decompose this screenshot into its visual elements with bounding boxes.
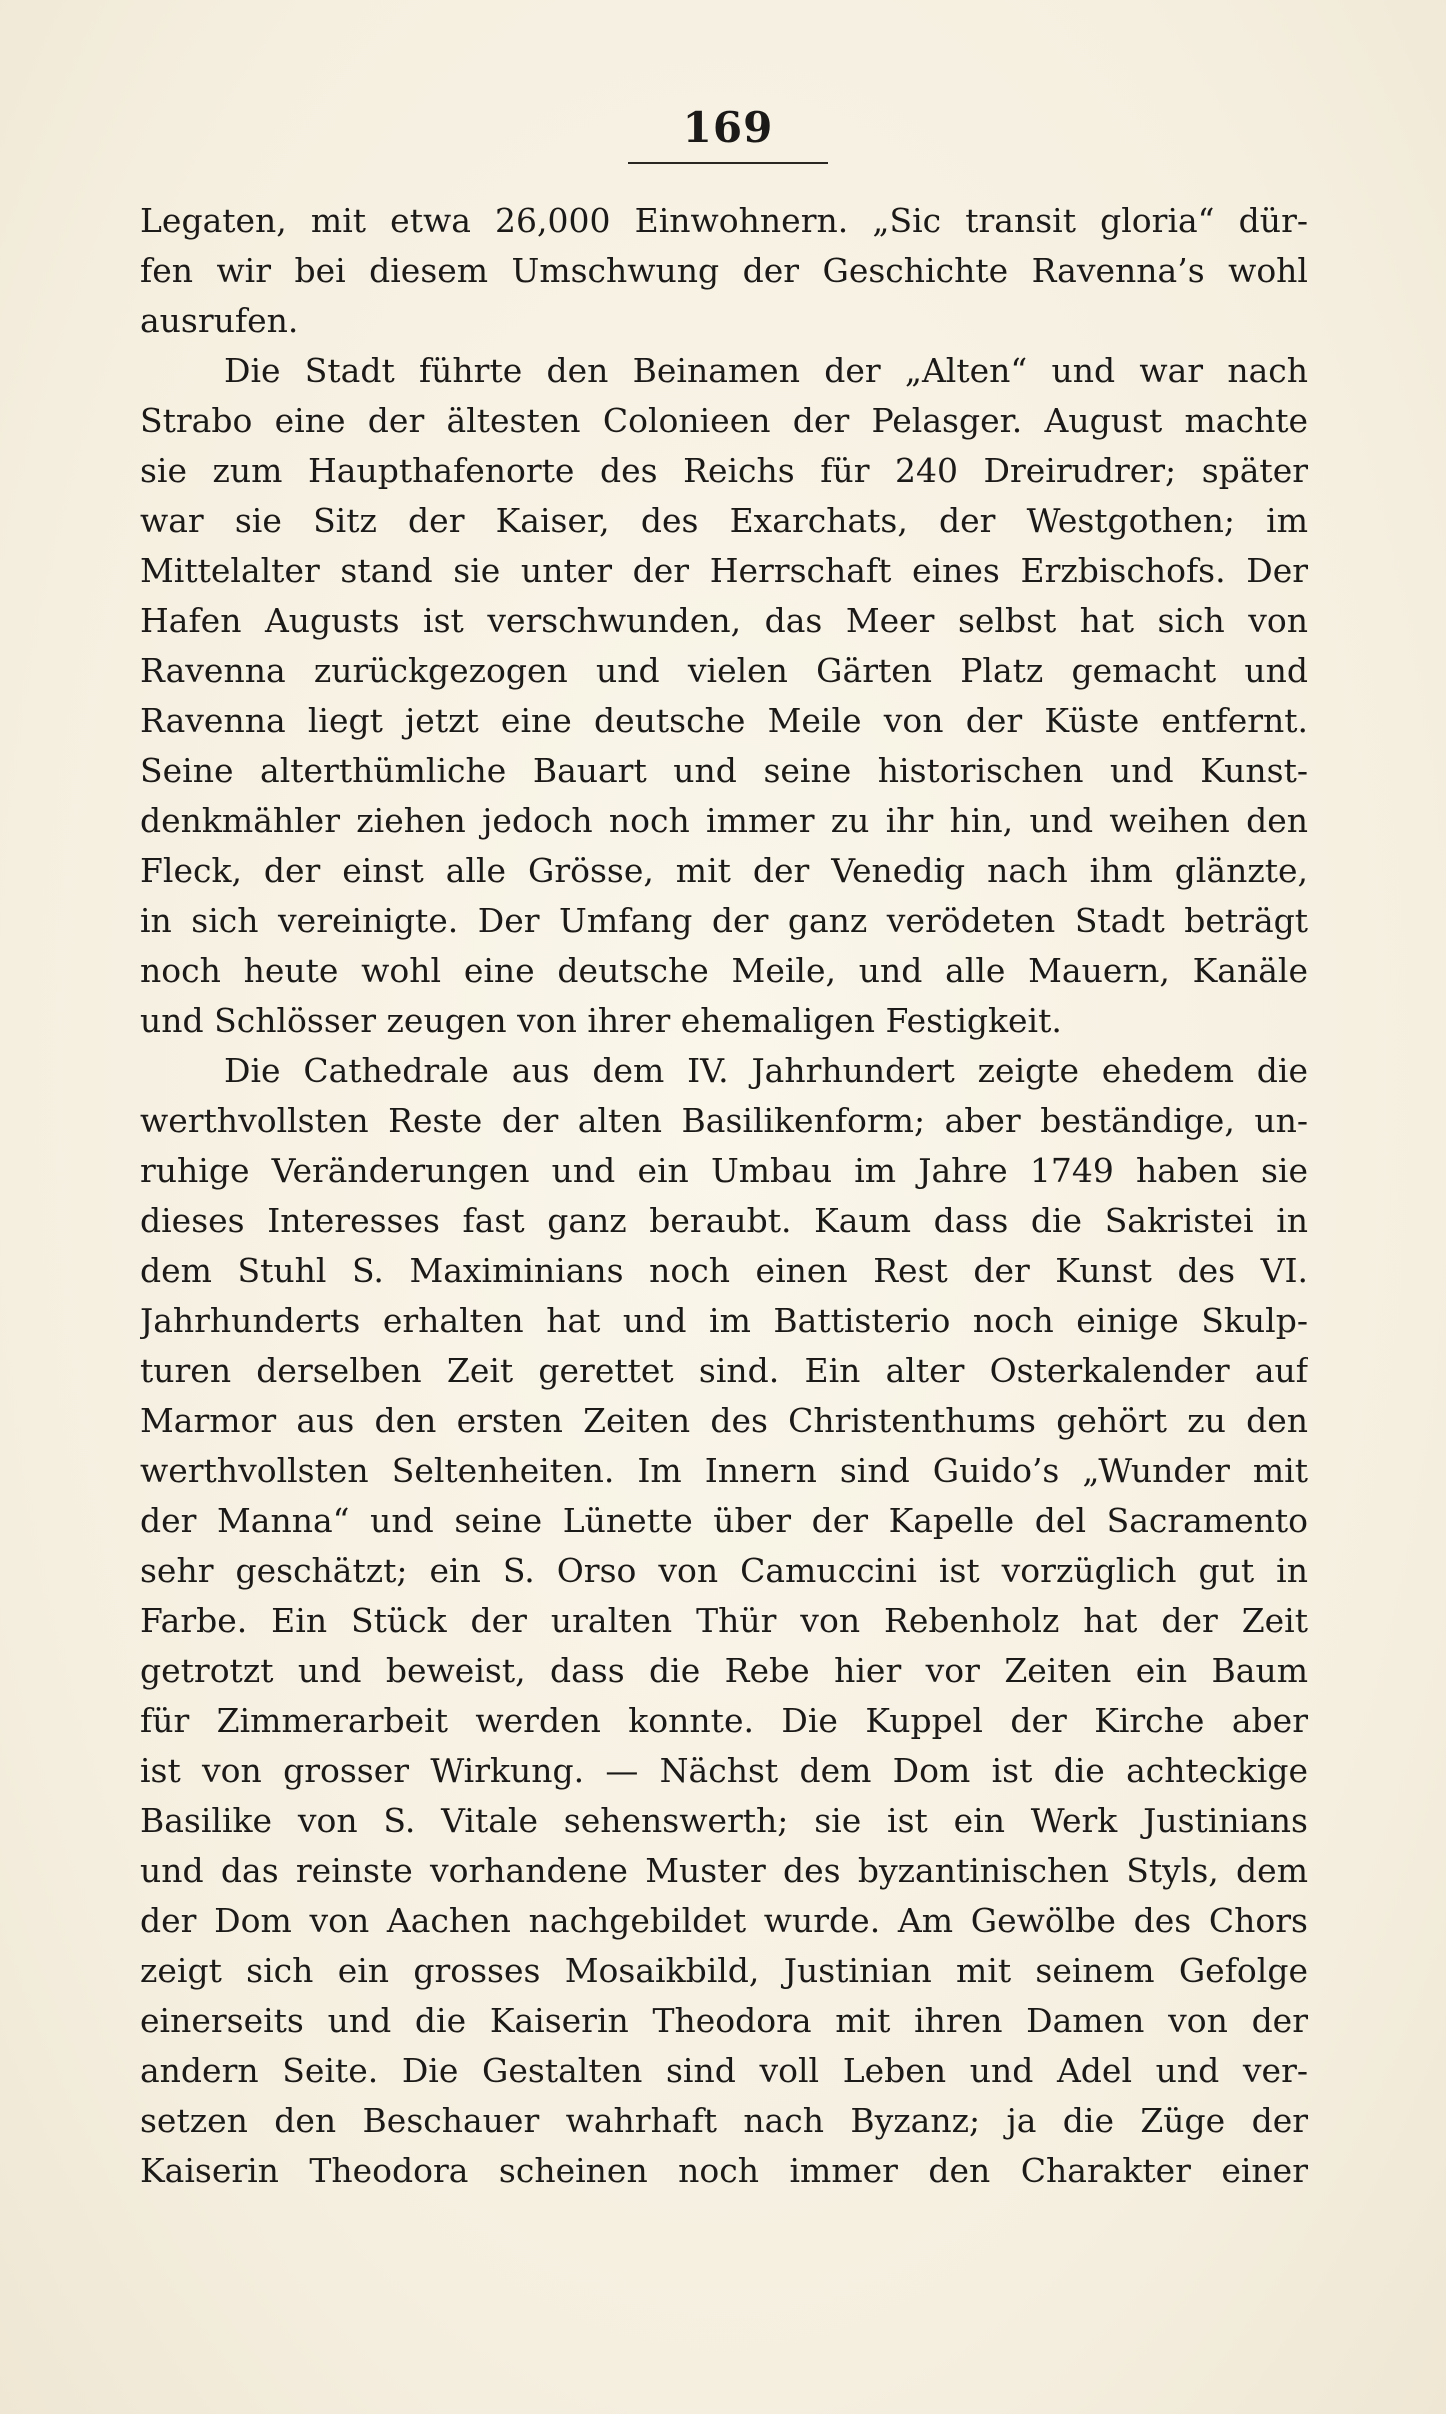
text-line: dieses Interesses fast ganz beraubt. Kaum dass die Sakristei in (140, 1201, 1308, 1240)
text-line: für Zimmerarbeit werden konnte. Die Kuppel der Kirche aber (140, 1701, 1308, 1740)
text-line: zeigt sich ein grosses Mosaikbild, Justinian mit seinem Gefolge (140, 1951, 1308, 1990)
text-line: Strabo eine der ältesten Colonieen der Pelasger. August machte (140, 401, 1308, 440)
text-line: sehr geschätzt; ein S. Orso von Camuccini ist vorzüglich gut in (140, 1551, 1308, 1590)
text-line: Kaiserin Theodora scheinen noch immer den Charakter einer (140, 2151, 1308, 2190)
text-line: setzen den Beschauer wahrhaft nach Byzanz; ja die Züge der (140, 2101, 1308, 2140)
text-line: Jahrhunderts erhalten hat und im Battisterio noch einige Skulp- (140, 1301, 1308, 1340)
text-line: war sie Sitz der Kaiser, des Exarchats, der Westgothen; im (140, 501, 1308, 540)
page-number: 169 (682, 103, 774, 152)
text-line: andern Seite. Die Gestalten sind voll Leben und Adel und ver- (140, 2051, 1308, 2090)
text-line: ruhige Veränderungen und ein Umbau im Jahre 1749 haben sie (140, 1151, 1308, 1190)
text-line: Farbe. Ein Stück der uralten Thür von Rebenholz hat der Zeit (140, 1601, 1308, 1640)
text-line: Mittelalter stand sie unter der Herrschaft eines Erzbischofs. Der (140, 551, 1308, 590)
text-line: Die Cathedrale aus dem IV. Jahrhundert zeigte ehedem die (224, 1051, 1308, 1090)
text-line: Seine alterthümliche Bauart und seine historischen und Kunst- (140, 751, 1308, 790)
text-line: und Schlösser zeugen von ihrer ehemaligen Festigkeit. (140, 1001, 1062, 1040)
text-line: in sich vereinigte. Der Umfang der ganz verödeten Stadt beträgt (140, 901, 1308, 940)
text-line: ist von grosser Wirkung. — Nächst dem Dom ist die achteckige (140, 1751, 1308, 1790)
text-line: werthvollsten Reste der alten Basilikenform; aber beständige, un- (140, 1101, 1308, 1140)
text-line: sie zum Haupthafenorte des Reichs für 240 Dreirudrer; später (140, 451, 1308, 490)
text-line: Ravenna liegt jetzt eine deutsche Meile von der Küste entfernt. (140, 701, 1308, 740)
text-line: ausrufen. (140, 301, 299, 340)
text-line: Basilike von S. Vitale sehenswerth; sie ist ein Werk Justinians (140, 1801, 1308, 1840)
text-line: denkmähler ziehen jedoch noch immer zu ihr hin, und weihen den (140, 801, 1308, 840)
header-rule (628, 162, 828, 164)
text-line: einerseits und die Kaiserin Theodora mit ihren Damen von der (140, 2001, 1308, 2040)
text-line: der Manna“ und seine Lünette über der Kapelle del Sacramento (140, 1501, 1308, 1540)
text-line: werthvollsten Seltenheiten. Im Innern sind Guido’s „Wunder mit (140, 1451, 1308, 1490)
text-line: getrotzt und beweist, dass die Rebe hier vor Zeiten ein Baum (140, 1651, 1308, 1690)
body-text (140, 196, 1308, 2196)
text-line: Legaten, mit etwa 26,000 Einwohnern. „Sic transit gloria“ dür- (140, 201, 1308, 240)
text-line: Ravenna zurückgezogen und vielen Gärten Platz gemacht und (140, 651, 1308, 690)
text-line: dem Stuhl S. Maximinians noch einen Rest der Kunst des VI. (140, 1251, 1308, 1290)
text-line: Fleck, der einst alle Grösse, mit der Venedig nach ihm glänzte, (140, 851, 1308, 890)
text-line: Die Stadt führte den Beinamen der „Alten“ und war nach (224, 351, 1308, 390)
text-line: Marmor aus den ersten Zeiten des Christenthums gehört zu den (140, 1401, 1308, 1440)
text-line: und das reinste vorhandene Muster des byzantinischen Styls, dem (140, 1851, 1308, 1890)
text-line: Hafen Augusts ist verschwunden, das Meer selbst hat sich von (140, 601, 1308, 640)
text-line: der Dom von Aachen nachgebildet wurde. Am Gewölbe des Chors (140, 1901, 1308, 1940)
text-line: fen wir bei diesem Umschwung der Geschichte Ravenna’s wohl (140, 251, 1308, 290)
text-line: noch heute wohl eine deutsche Meile, und alle Mauern, Kanäle (140, 951, 1308, 990)
text-line: turen derselben Zeit gerettet sind. Ein alter Osterkalender auf (140, 1351, 1308, 1390)
